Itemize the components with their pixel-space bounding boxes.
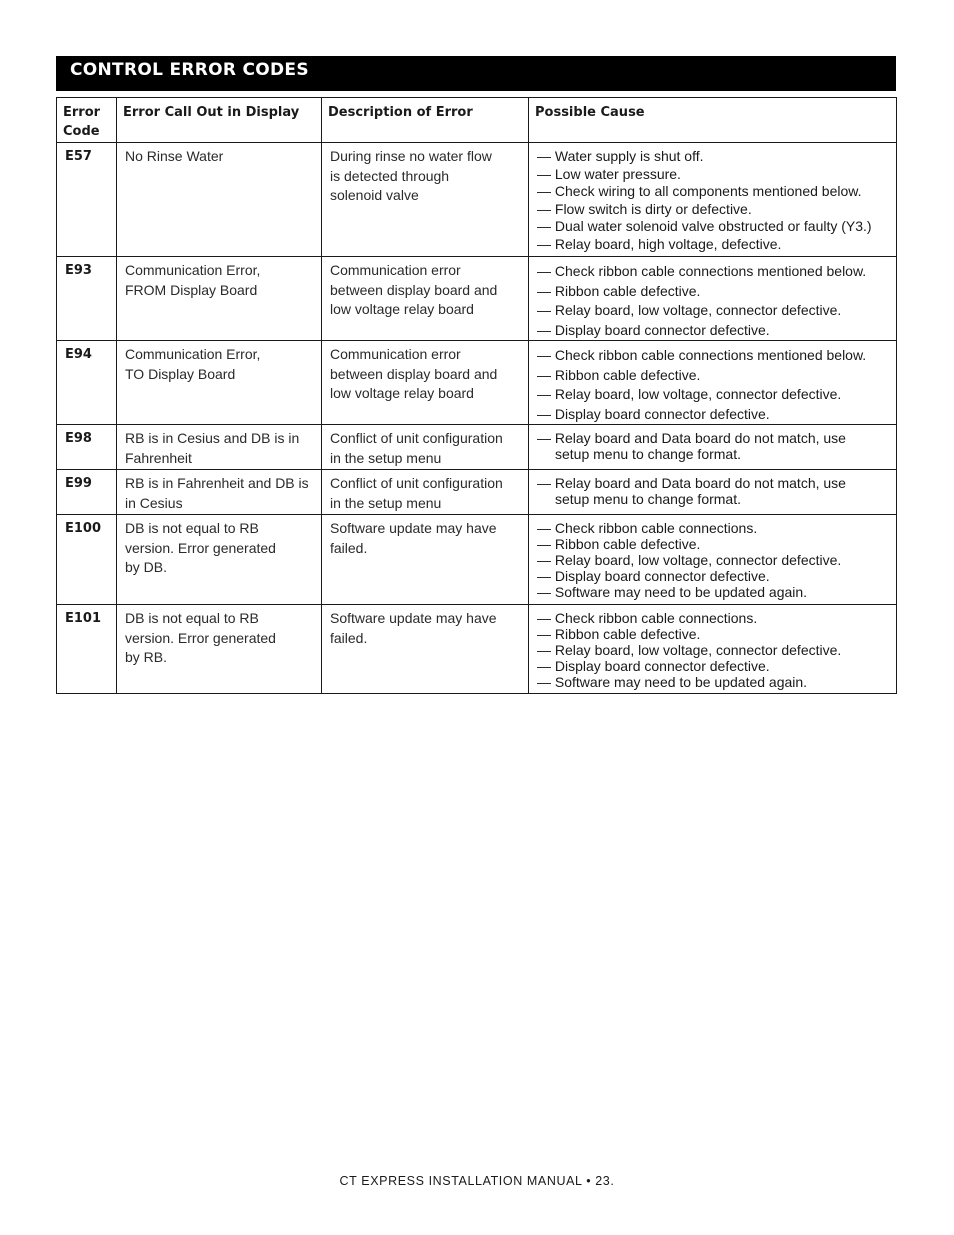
cause-item: — Check wiring to all components mentioned below. [537,183,862,199]
cause-item: — Relay board, low voltage, connector defective. [537,552,842,568]
header-possible-cause: Possible Cause [529,98,897,143]
description-cell [322,341,529,425]
description-cell [322,143,529,257]
cause-item: — Check ribbon cable connections. [537,520,758,536]
callout-cell [117,515,322,605]
possible-cause-cell [529,425,897,470]
cause-item: — Check ribbon cable connections mentioned below. [537,263,867,279]
callout-text: Communication Error, TO Display Board [125,346,261,382]
callout-cell [117,470,322,515]
page-footer: CT EXPRESS INSTALLATION MANUAL • 23. [339,1174,615,1188]
cause-item: — Low water pressure. [537,165,681,182]
description-text: Conflict of unit configuration in the setup menu [330,475,503,511]
cause-item: — Relay board, low voltage, connector defective. [537,386,842,402]
table-row [57,143,897,257]
possible-cause-cell [529,470,897,515]
cause-item: — Display board connector defective. [537,568,770,584]
table-header-row [57,98,897,143]
callout-text: RB is in Fahrenheit and DB is in Cesius [125,475,309,511]
header-description: Description of Error [322,98,529,143]
description-text: Communication error between display board and low voltage relay board [330,262,498,317]
cause-item: — Check ribbon cable connections. [537,610,758,626]
cause-item: — Relay board, low voltage, connector defective. [537,642,842,658]
description-text: Software update may have failed. [330,610,497,646]
description-text: Communication error between display board and low voltage relay board [330,346,498,401]
callout-cell [117,605,322,694]
error-code-cell: E99 [57,470,117,515]
callout-text: RB is in Cesius and DB is in Fahrenheit [125,430,300,466]
cause-list [537,520,890,600]
cause-item: — Check ribbon cable connections mentioned below. [537,347,867,363]
description-text: During rinse no water flow is detected through solenoid valve [330,148,492,203]
table-row [57,341,897,425]
description-cell [322,257,529,341]
cause-item: — Flow switch is dirty or defective. [537,200,752,217]
cause-item: — Display board connector defective. [537,321,770,338]
cause-list [537,262,890,340]
table-row [57,515,897,605]
error-code-cell: E98 [57,425,117,470]
description-cell [322,605,529,694]
possible-cause-cell [529,341,897,425]
cause-item: — Ribbon cable defective. [537,282,701,299]
possible-cause-cell [529,257,897,341]
callout-text: No Rinse Water [125,148,224,164]
table-row [57,470,897,515]
table-row [57,425,897,470]
cause-list [537,148,890,253]
header-callout: Error Call Out in Display [117,98,322,143]
cause-item: — Relay board and Data board do not match, use setup menu to change format. [537,430,846,462]
cause-item: — Ribbon cable defective. [537,366,701,383]
callout-text: DB is not equal to RB version. Error generated by RB. [125,610,276,665]
callout-text: DB is not equal to RB version. Error generated by DB. [125,520,276,575]
description-cell [322,470,529,515]
error-codes-table [56,97,897,694]
cause-item: — Relay board and Data board do not match, use setup menu to change format. [537,475,846,507]
cause-item: — Ribbon cable defective. [537,626,701,642]
description-cell [322,425,529,470]
possible-cause-cell [529,605,897,694]
callout-text: Communication Error, FROM Display Board [125,262,261,298]
cause-item: — Software may need to be updated again. [537,674,808,690]
header-error-code-label: Error Code [63,105,101,139]
cause-list [537,475,890,507]
table-row [57,257,897,341]
callout-cell [117,341,322,425]
cause-item: — Relay board, low voltage, connector defective. [537,302,842,318]
cause-item: — Relay board, high voltage, defective. [537,235,782,252]
cause-list [537,610,890,690]
section-title: CONTROL ERROR CODES [56,56,896,89]
callout-cell [117,143,322,257]
error-code-cell: E100 [57,515,117,605]
error-code-cell: E93 [57,257,117,341]
cause-item: — Dual water solenoid valve obstructed or faulty (Y3.) [537,218,872,234]
possible-cause-cell [529,515,897,605]
cause-list [537,430,890,462]
error-code-cell: E57 [57,143,117,257]
header-error-code [57,98,117,143]
cause-item: — Display board connector defective. [537,658,770,674]
description-cell [322,515,529,605]
table-row [57,605,897,694]
cause-item: — Water supply is shut off. [537,148,704,164]
cause-item: — Software may need to be updated again. [537,584,808,600]
description-text: Conflict of unit configuration in the setup menu [330,430,503,466]
callout-cell [117,257,322,341]
cause-item: — Ribbon cable defective. [537,536,701,552]
cause-list [537,346,890,424]
callout-cell [117,425,322,470]
possible-cause-cell [529,143,897,257]
error-code-cell: E94 [57,341,117,425]
description-text: Software update may have failed. [330,520,497,556]
error-code-cell: E101 [57,605,117,694]
cause-item: — Display board connector defective. [537,405,770,422]
